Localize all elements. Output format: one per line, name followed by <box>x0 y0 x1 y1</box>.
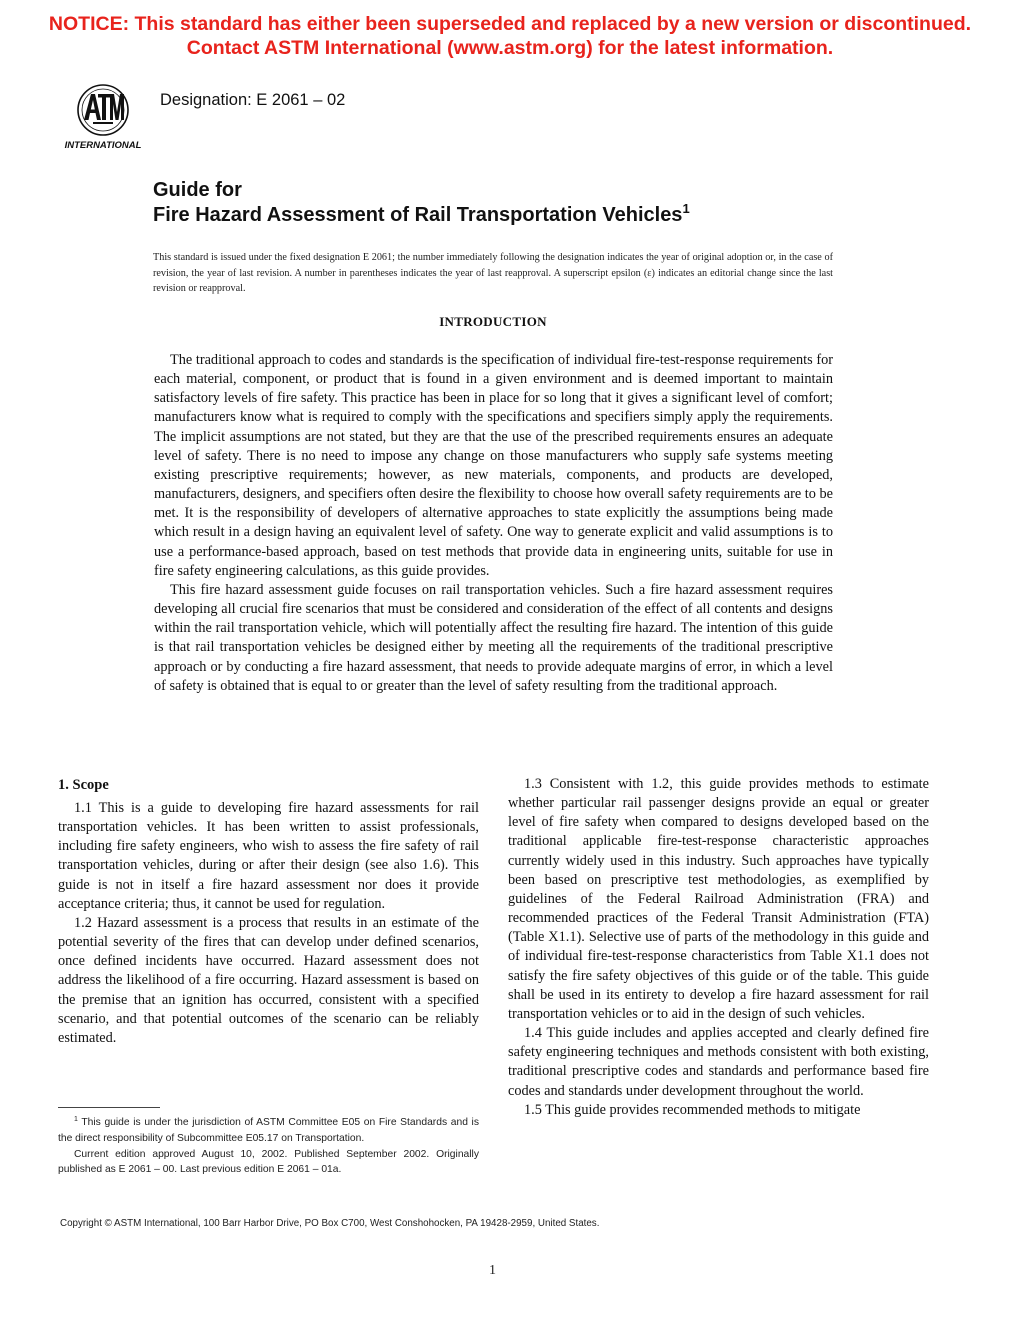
copyright-line: Copyright © ASTM International, 100 Barr Harbor Drive, PO Box C700, West Conshohocken, PA 19428-2959, United States. <box>60 1218 600 1229</box>
intro-paragraph-1: The traditional approach to codes and standards is the specification of individual fire-test-response requirements for each material, component, or product that is found in a given environment and is deemed important to maintain satisfactory levels of fire safety. This practice has been in place for so long that it gives a significant level of comfort; manufacturers know what is required to comply with the specifications and specifiers simply apply the requirements. The implicit assumptions are not stated, but they are that the use of the prescribed requirements ensures an adequate level of safety. There is no need to impose any change on those manufacturers who supply safe systems meeting existing prescriptive requirements; however, as new materials, components, and products are developed, manufacturers, designers, and specifiers often desire the flexibility to choose how overall safety requirements are to be met. It is the responsibility of developers of alternative approaches to state explicitly the assumptions being made which result in a design having an equivalent level of safety. One way to generate explicit and valid assumptions is to use a performance-based approach, based on test methods that provide data in engineering units, suitable for use in fire safety engineering calculations, as this guide provides. <box>154 352 833 579</box>
section-1-3: 1.3 Consistent with 1.2, this guide provides methods to estimate whether particular rail passenger designs provide an equal or greater level of fire safety when compared to designs developed based on the traditional applicable fire-test-response characteristic approaches currently widely used in this industry. Such approaches have typically been based on prescriptive test methodologies, as exemplified by guidelines of the Federal Railroad Administration (FRA) and recommended practices of the Federal Transit Administration (FTA) (Table X1.1). Selective use of parts of the methodology in this guide and of individual fire-test-response characteristics from Table X1.1 does not satisfy the fire safety objectives of this guide or of the table. This guide shall be used in its entirety to develop a fire hazard assessment for rail transportation vehicles or to aid in the design of such vehicles. <box>508 776 929 1022</box>
section-1-2: 1.2 Hazard assessment is a process that results in an estimate of the potential severity of the fires that can develop under defined scenarios, once defined incidents have occurred. Hazard assessment does not address the likelihood of a fire occurring. Hazard assessment is based on the premise that an ignition has occurred, consistent with a specified scenario, and that potential outcomes of the scenario can be reliably estimated. <box>58 914 479 1046</box>
footnotes <box>58 1115 479 1178</box>
introduction-body <box>154 351 833 696</box>
footnote-1-text: This guide is under the jurisdiction of ASTM Committee E05 on Fire Standards and is the direct responsibility of Subcommittee E05.17 on Transportation. <box>58 1117 479 1144</box>
title-line-2 <box>153 203 690 228</box>
scope-heading: 1. Scope <box>58 777 109 793</box>
title-line-1: Guide for <box>153 179 242 201</box>
footnote-divider <box>58 1107 160 1108</box>
section-1-5: 1.5 This guide provides recommended methods to mitigate <box>524 1101 861 1118</box>
issue-note: This standard is issued under the fixed designation E 2061; the number immediately following the designation indicates the year of original adoption or, in the case of revision, the year of last revision. A number in parentheses indicates the year of last reapproval. A superscript epsilon (ε) indicates an editorial change since the last revision or reapproval. <box>153 252 833 294</box>
supersession-notice <box>0 12 1020 60</box>
section-1-4: 1.4 This guide includes and applies accepted and clearly defined fire safety engineering techniques and methods consistent with both existing, traditional prescriptive codes and standards and performance based fire codes and standards under development throughout the world. <box>508 1025 929 1099</box>
footnote-1-edition: Current edition approved August 10, 2002. Published September 2002. Originally published as E 2061 – 00. Last previous edition E 2061 – 01a. <box>58 1148 479 1176</box>
footnote-1 <box>58 1115 479 1147</box>
footnote-mark: 1 <box>74 1116 78 1123</box>
page-number: 1 <box>489 1263 496 1278</box>
notice-line-2: Contact ASTM International (www.astm.org) for the latest information. <box>186 37 834 59</box>
title-footnote-mark: 1 <box>682 201 690 216</box>
astm-logo-icon <box>60 82 146 154</box>
title-main: Fire Hazard Assessment of Rail Transportation Vehicles <box>153 204 683 226</box>
introduction-heading: INTRODUCTION <box>439 314 547 329</box>
notice-line-1: NOTICE: This standard has either been superseded and replaced by a new version or discontinued. <box>48 13 972 35</box>
section-1-1: 1.1 This is a guide to developing fire hazard assessments for rail transportation vehicles. It has been written to assist professionals, including fire safety engineers, who wish to assess the fire safety of rail transportation vehicles, during or after their design (see also 1.6). This guide is not in itself a fire hazard assessment nor does it provide acceptance criteria; thus, it cannot be used for regulation. <box>58 800 479 912</box>
right-column <box>508 775 929 1120</box>
designation: Designation: E 2061 – 02 <box>160 91 346 109</box>
document-title <box>153 178 690 228</box>
intro-paragraph-2: This fire hazard assessment guide focuses on rail transportation vehicles. Such a fire hazard assessment requires developing all crucial fire scenarios that must be considered and consideration of the effect of all contents and designs within the rail transportation vehicle, which will potentially affect the resulting fire hazard. The intention of this guide is that rail transportation vehicles be designed either by meeting all the requirements of the traditional prescriptive approach or by conducting a fire hazard assessment, that needs to provide adequate margins of error, in which a level of safety is obtained that is equal to or greater than the level of safety resulting from the traditional approach. <box>154 581 833 694</box>
logo-caption: INTERNATIONAL <box>64 140 142 151</box>
left-column <box>58 775 479 1048</box>
